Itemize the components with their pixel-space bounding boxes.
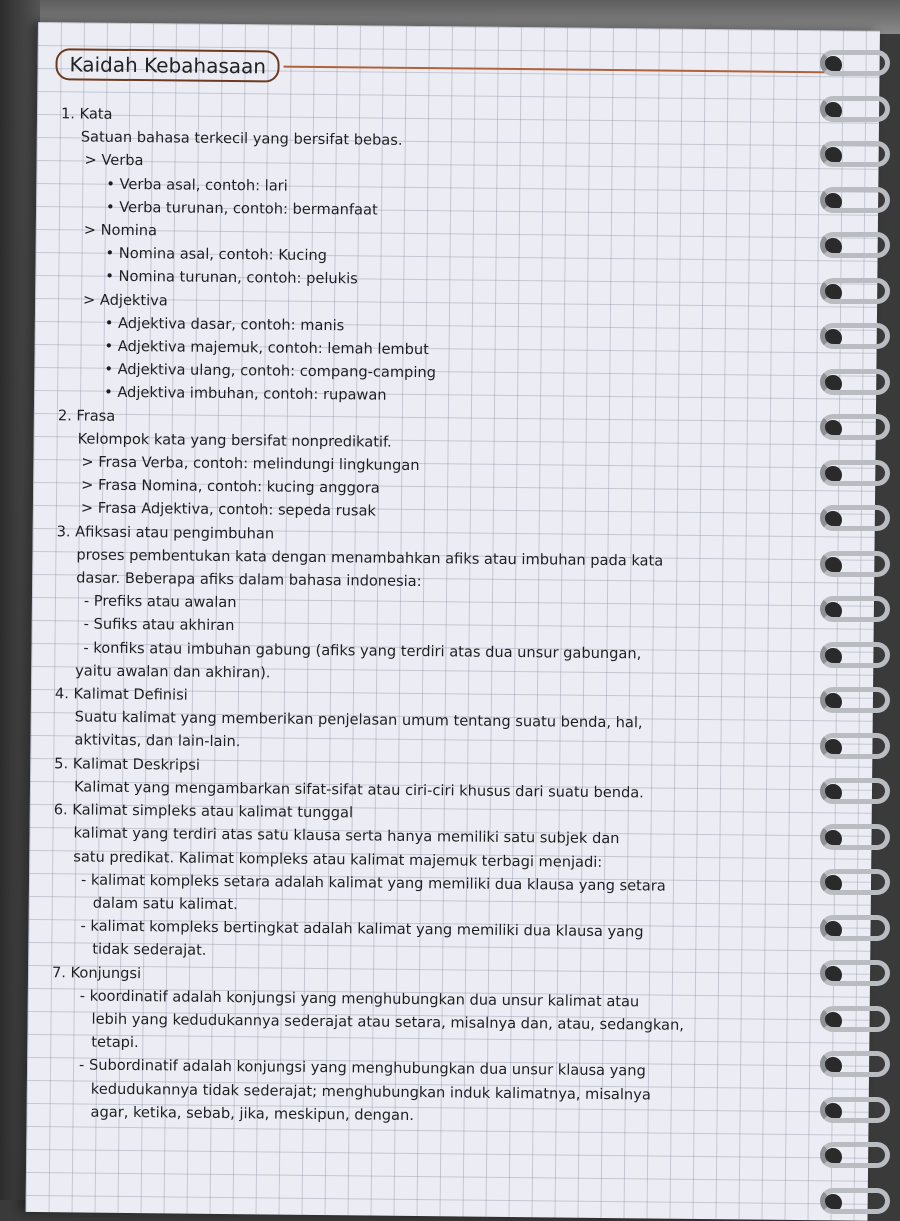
note-line: Kalimat yang mengambarkan sifat-sifat atau ciri-ciri khusus dari suatu benda. (73, 778, 644, 802)
note-line: kalimat yang terdiri atas satu klausa serta hanya memiliki satu subjek dan (73, 824, 620, 848)
note-line: - koordinatif adalah konjungsi yang menghubungkan dua unsur kalimat atau (79, 987, 640, 1011)
note-line: proses pembentukan kata dengan menambahkan afiks atau imbuhan pada kata (76, 546, 664, 570)
note-line: aktivitas, dan lain-lain. (74, 731, 241, 751)
spiral-ring (820, 141, 890, 167)
spiral-ring (820, 642, 890, 668)
spiral-ring (820, 50, 890, 76)
spiral-ring (820, 505, 890, 531)
note-line: - konfiks atau imbuhan gabung (afiks yang terdiri atas dua unsur gabungan, (83, 639, 642, 663)
note-line: • Nomina asal, contoh: Kucing (105, 244, 328, 265)
note-line: 2. Frasa (57, 406, 116, 425)
note-line: 7. Konjungsi (51, 963, 142, 982)
note-line: - kalimat kompleks setara adalah kalimat yang memiliki dua klausa yang setara (80, 871, 666, 895)
spiral-ring (820, 1142, 890, 1168)
note-line: > Verba (84, 151, 144, 170)
note-line: - Prefiks atau awalan (83, 592, 237, 612)
note-line: dasar. Beberapa afiks dalam bahasa indonesia: (76, 569, 422, 591)
notebook-page (26, 22, 880, 1221)
spiral-ring (820, 915, 890, 941)
note-line: - kalimat kompleks bertingkat adalah kalimat yang memiliki dua klausa yang (80, 917, 644, 941)
note-line: tetapi. (91, 1033, 139, 1052)
note-line: yaitu awalan dan akhiran). (75, 662, 271, 682)
spiral-ring (820, 414, 890, 440)
page-title: Kaidah Kebahasaan (55, 48, 280, 82)
note-line: • Adjektiva imbuhan, contoh: rupawan (104, 384, 387, 405)
spiral-ring (820, 1006, 890, 1032)
note-line: 1. Kata (60, 105, 113, 123)
note-line: dalam satu kalimat. (92, 894, 238, 914)
spiral-ring (820, 1097, 890, 1123)
note-line: kedudukannya tidak sederajat; menghubungkan induk kalimatnya, misalnya (90, 1080, 651, 1104)
spiral-ring (820, 1051, 890, 1077)
note-line: satu predikat. Kalimat kompleks atau kalimat majemuk terbagi menjadi: (73, 847, 603, 871)
spiral-ring (820, 369, 890, 395)
spiral-ring (820, 232, 890, 258)
spiral-ring (820, 869, 890, 895)
note-line: Suatu kalimat yang memberikan penjelasan umum tentang suatu benda, hal, (74, 708, 643, 732)
note-line: • Adjektiva ulang, contoh: compang-camping (104, 360, 437, 382)
spiral-ring (820, 278, 890, 304)
spiral-binding (820, 30, 900, 1200)
note-line: tidak sederajat. (92, 940, 207, 960)
spiral-ring (820, 323, 890, 349)
spiral-ring (820, 596, 890, 622)
spiral-ring (820, 187, 890, 213)
note-line: > Nomina (83, 221, 158, 240)
note-line: Kelompok kata yang bersifat nonpredikatif. (77, 430, 392, 451)
note-line: Satuan bahasa terkecil yang bersifat bebas. (80, 128, 403, 150)
spiral-ring (820, 1188, 890, 1214)
spiral-ring (820, 460, 890, 486)
note-line: > Frasa Adjektiva, contoh: sepeda rusak (80, 499, 376, 521)
spiral-ring (820, 96, 890, 122)
note-line: 5. Kalimat Deskripsi (54, 754, 201, 774)
note-line: agar, ketika, sebab, jika, meskipun, dengan. (90, 1103, 414, 1124)
note-line: 6. Kalimat simpleks atau kalimat tunggal (53, 801, 354, 822)
spiral-ring (820, 824, 890, 850)
note-line: - Sufiks atau akhiran (83, 615, 235, 635)
spiral-ring (820, 733, 890, 759)
note-line: • Verba asal, contoh: lari (106, 175, 288, 195)
notes-body (46, 102, 817, 1131)
note-line: • Adjektiva dasar, contoh: manis (104, 314, 345, 335)
note-line: > Frasa Nomina, contoh: kucing anggora (81, 476, 380, 497)
note-line: lebih yang kedudukannya sederajat atau setara, misalnya dan, atau, sedangkan, (91, 1010, 685, 1034)
title-banner (55, 48, 844, 88)
spiral-ring (820, 960, 890, 986)
spiral-ring (820, 778, 890, 804)
note-line: > Adjektiva (83, 291, 168, 309)
note-line: 3. Afiksasi atau pengimbuhan (56, 522, 275, 543)
spiral-ring (820, 551, 890, 577)
note-line: • Adjektiva majemuk, contoh: lemah lembut (104, 337, 430, 359)
note-line: • Verba turunan, contoh: bermanfaat (105, 198, 378, 219)
title-underline (284, 66, 844, 74)
note-line: - Subordinatif adalah konjungsi yang menghubungkan dua unsur klausa yang (78, 1056, 646, 1080)
note-line: • Nomina turunan, contoh: pelukis (105, 268, 358, 288)
spiral-ring (820, 687, 890, 713)
note-line: > Frasa Verba, contoh: melindungi lingkungan (81, 453, 420, 475)
note-line: 4. Kalimat Definisi (54, 685, 188, 704)
